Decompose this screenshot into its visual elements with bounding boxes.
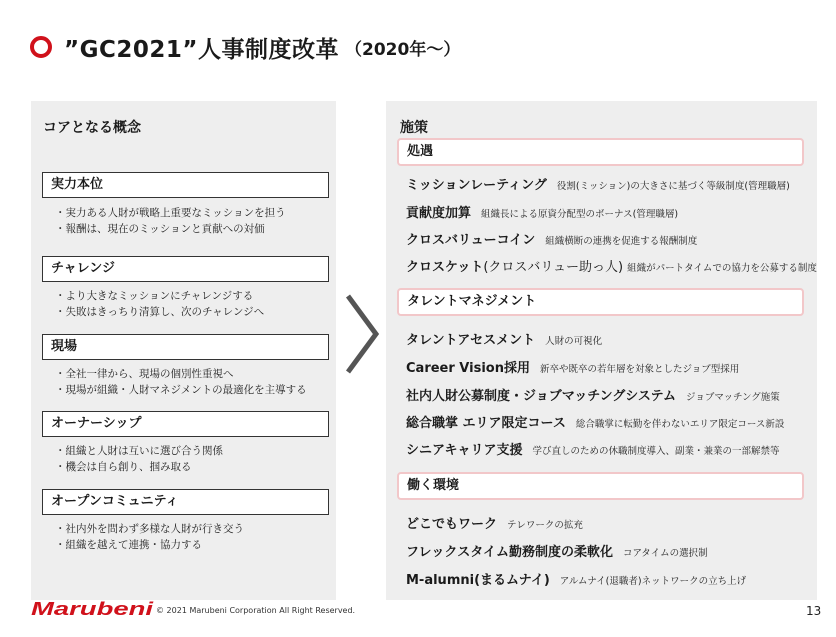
measure-name: M-alumni(まるムナイ): [406, 573, 550, 588]
measure-item: [406, 174, 790, 193]
concept-bullets-field: [55, 366, 307, 398]
measure-desc: 組織横断の連携を促進する報酬制度: [545, 236, 698, 247]
concept-bullet: ・ より大きなミッションにチャレンジする: [55, 288, 264, 304]
concept-bullets-merit: [55, 205, 286, 237]
concept-bullets-ownership: [55, 443, 223, 475]
concept-bullet: ・ 組織と人財は互いに選び合う関係: [55, 443, 223, 459]
measure-item: [406, 513, 583, 532]
logo-text: Marubeni: [31, 599, 155, 619]
measure-name: シニアキャリア支援: [406, 443, 523, 458]
concept-bullet: ・ 組織を越えて連携・協力する: [55, 537, 244, 553]
title-sub: （2020年～）: [345, 39, 461, 60]
measures-panel: [386, 101, 817, 600]
measure-desc: 新卒や既卒の若年層を対象としたジョブ型採用: [539, 364, 740, 375]
measure-name: ミッションレーティング: [406, 178, 547, 193]
page-number: 13: [806, 604, 822, 618]
measure-item: [406, 412, 784, 431]
measure-name: 社内人財公募制度・ジョブマッチングシステム: [406, 389, 677, 404]
concept-box-ownership: オーナーシップ: [42, 411, 329, 437]
measure-name: 貢献度加算: [406, 206, 472, 221]
measure-item: [406, 256, 817, 275]
measure-name: 総合職掌 エリア限定コース: [406, 416, 566, 431]
measure-desc: アルムナイ(退職者)ネットワークの立ち上げ: [559, 576, 747, 587]
core-concepts-panel: [31, 101, 336, 600]
concept-box-field: 現場: [42, 334, 329, 360]
measure-name: クロスバリューコイン: [406, 233, 536, 248]
measure-item: [406, 439, 780, 458]
concept-bullet: ・ 報酬は、現在のミッションと貢献への対価: [55, 221, 286, 237]
measure-desc: コアタイムの選択制: [622, 548, 708, 559]
measure-desc: 学び直しのための休職制度導入、副業・兼業の一部解禁等: [532, 446, 780, 457]
measure-name: フレックスタイム勤務制度の柔軟化: [406, 545, 613, 560]
category-box-work-environment: 働く環境: [397, 472, 804, 500]
concept-bullet: ・ 現場が組織・人財マネジメントの最適化を主導する: [55, 382, 307, 398]
measure-item: [406, 357, 739, 376]
category-box-treatment: 処遇: [397, 138, 804, 166]
measure-desc: 役割(ミッション)の大きさに基づく等級制度(管理職層): [556, 181, 790, 192]
concept-bullets-open-community: [55, 521, 244, 553]
measure-desc: テレワークの拡充: [507, 520, 583, 531]
measures-heading: 施策: [400, 120, 428, 136]
category-box-talent-management: タレントマネジメント: [397, 288, 804, 316]
measure-item: [406, 329, 602, 348]
title-circle-icon: [30, 36, 52, 58]
measure-item: [406, 569, 746, 588]
title-main: ”GC2021”人事制度改革: [64, 36, 340, 63]
concept-bullets-challenge: [55, 288, 264, 320]
concept-box-challenge: チャレンジ: [42, 256, 329, 282]
measure-item: [406, 229, 697, 248]
marubeni-logo: [31, 599, 159, 619]
concept-bullet: ・ 社内外を問わず多様な人財が行き交う: [55, 521, 244, 537]
measure-item: [406, 541, 708, 560]
concept-box-merit: 実力本位: [42, 172, 329, 198]
measure-item: [406, 385, 780, 404]
measure-name: どこでもワーク: [406, 517, 498, 532]
measure-desc: 組織がパートタイムでの協力を公募する制度: [627, 263, 817, 274]
concept-bullet: ・ 機会は自ら創り、掴み取る: [55, 459, 223, 475]
slide-title: [30, 32, 460, 62]
measure-desc: 人財の可視化: [545, 336, 603, 347]
chevron-right-icon: [342, 292, 382, 376]
measure-name: クロスケット: [406, 260, 484, 275]
core-concepts-heading: コアとなる概念: [43, 120, 141, 136]
measure-desc: 総合職掌に転勤を伴わないエリア限定コース新設: [575, 419, 785, 430]
measure-desc: 組織長による原資分配型のボーナス(管理職層): [481, 209, 679, 220]
measure-item: [406, 202, 678, 221]
copyright-text: © 2021 Marubeni Corporation All Right Reserved.: [156, 606, 356, 615]
concept-bullet: ・ 失敗はきっちり清算し、次のチャレンジへ: [55, 304, 264, 320]
concept-bullet: ・ 全社一律から、現場の個別性重視へ: [55, 366, 307, 382]
measure-name: タレントアセスメント: [406, 333, 536, 348]
measure-note: (クロスバリュー助っ人): [483, 260, 624, 275]
measure-desc: ジョブマッチング施策: [686, 392, 780, 403]
concept-box-open-community: オープンコミュニティ: [42, 489, 329, 515]
measure-name: Career Vision採用: [406, 361, 530, 376]
concept-bullet: ・ 実力ある人財が戦略上重要なミッションを担う: [55, 205, 286, 221]
